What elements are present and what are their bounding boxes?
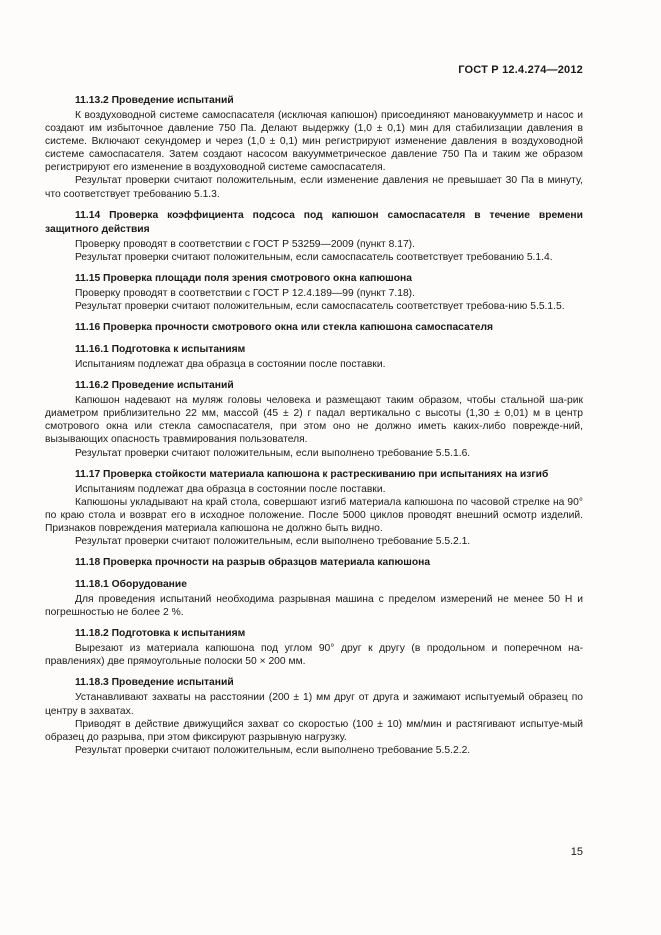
heading-11-18-1: 11.18.1 Оборудование <box>75 579 187 591</box>
paragraph: Проверку проводят в соответствии с ГОСТ Р 12.4.189—99 (пункт 7.18). <box>75 287 415 299</box>
paragraph: Результат проверки считают положительным, если выполнено требование 5.5.1.6. <box>75 447 471 459</box>
paragraph: Приводят в действие движущийся захват со скоростью (100 ± 10) мм/мин и растягивают испытуе-мый образец до разрыва, при этом фиксируют разрывную нагрузку. <box>45 718 583 743</box>
document-body <box>45 94 583 757</box>
paragraph: К воздуховодной системе самоспасателя (исключая капюшон) присоединяют мановакуумметр и насос и создают им избыточное давление 750 Па. Делают выдержку (1,0 ± 0,1) мин для стабилизации давления в системе. Включают секундомер и через (1,0 ± 0,1) мин регистрируют изменение давления в воздуховодной системе самоспасателя. Затем создают насосом вакуумметрическое давление 750 Па и таким же образом регистрируют его изменение в воздуховодной системе самоспасателя. <box>45 110 583 174</box>
paragraph: Для проведения испытаний необходима разрывная машина с пределом измерений не менее 50 Н и погрешностью не более 2 %. <box>45 594 583 619</box>
standard-header: ГОСТ Р 12.4.274—2012 <box>458 64 583 76</box>
paragraph: Испытаниям подлежат два образца в состоянии после поставки. <box>75 483 386 495</box>
heading-11-18-3: 11.18.3 Проведение испытаний <box>75 677 234 689</box>
heading-11-16-1: 11.16.1 Подготовка к испытаниям <box>75 344 246 356</box>
heading-11-17: 11.17 Проверка стойкости материала капюшона к растрескиванию при испытаниях на изгиб <box>75 468 549 480</box>
heading-11-18-2: 11.18.2 Подготовка к испытаниям <box>75 628 246 640</box>
paragraph: Капюшоны укладывают на край стола, совершают изгиб материала капюшона по часовой стрелке на 90° по краю стола и возврат его в исходное положение. После 5000 циклов проводят внешний осмотр изделий. Признаков повреждения материала капюшона не должно быть видно. <box>45 496 583 534</box>
paragraph: Капюшон надевают на муляж головы человека и размещают таким образом, чтобы стальной ша-рик диаметром приблизительно 22 мм, массой (45 ± 2) г падал вертикально с высоты (1,30 ± 0,01) м в центр смотрового окна или стекла самоспасателя, при этом оно не должно иметь каких-либо поврежде-ний, вызывающих опасность травмирования пользователя. <box>45 395 583 446</box>
heading-11-13-2: 11.13.2 Проведение испытаний <box>75 95 234 106</box>
paragraph: Проверку проводят в соответствии с ГОСТ Р 53259—2009 (пункт 8.17). <box>75 238 415 250</box>
paragraph: Вырезают из материала капюшона под углом 90° друг к другу (в продольном и поперечном на-правлениях) две прямоугольные полоски 50 × 200 мм. <box>45 643 583 668</box>
paragraph: Результат проверки считают положительным, если выполнено требование 5.5.2.1. <box>75 535 471 547</box>
paragraph: Испытаниям подлежат два образца в состоянии после поставки. <box>75 359 386 371</box>
heading-11-14: 11.14 Проверка коэффициента подсоса под капюшон самоспасателя в течение времени защитного действия <box>45 209 583 235</box>
heading-11-18: 11.18 Проверка прочности на разрыв образцов материала капюшона <box>75 557 431 569</box>
paragraph: Результат проверки считают положительным, если самоспасатель соответствует требова-нию 5.5.1.5. <box>75 300 565 312</box>
paragraph: Результат проверки считают положительным, если самоспасатель соответствует требованию 5.1.4. <box>75 251 553 263</box>
page-number: 15 <box>570 846 583 858</box>
heading-11-15: 11.15 Проверка площади поля зрения смотрового окна капюшона <box>75 272 413 284</box>
paragraph: Устанавливают захваты на расстоянии (200 ± 1) мм друг от друга и зажимают испытуемый образец по центру в захватах. <box>45 692 583 717</box>
paragraph: Результат проверки считают положительным, если изменение давления не превышает 30 Па в минуту, что соответствует требованию 5.1.3. <box>45 175 583 200</box>
heading-11-16-2: 11.16.2 Проведение испытаний <box>75 380 234 392</box>
paragraph: Результат проверки считают положительным, если выполнено требование 5.5.2.2. <box>75 744 471 756</box>
heading-11-16: 11.16 Проверка прочности смотрового окна или стекла капюшона самоспасателя <box>75 322 494 334</box>
